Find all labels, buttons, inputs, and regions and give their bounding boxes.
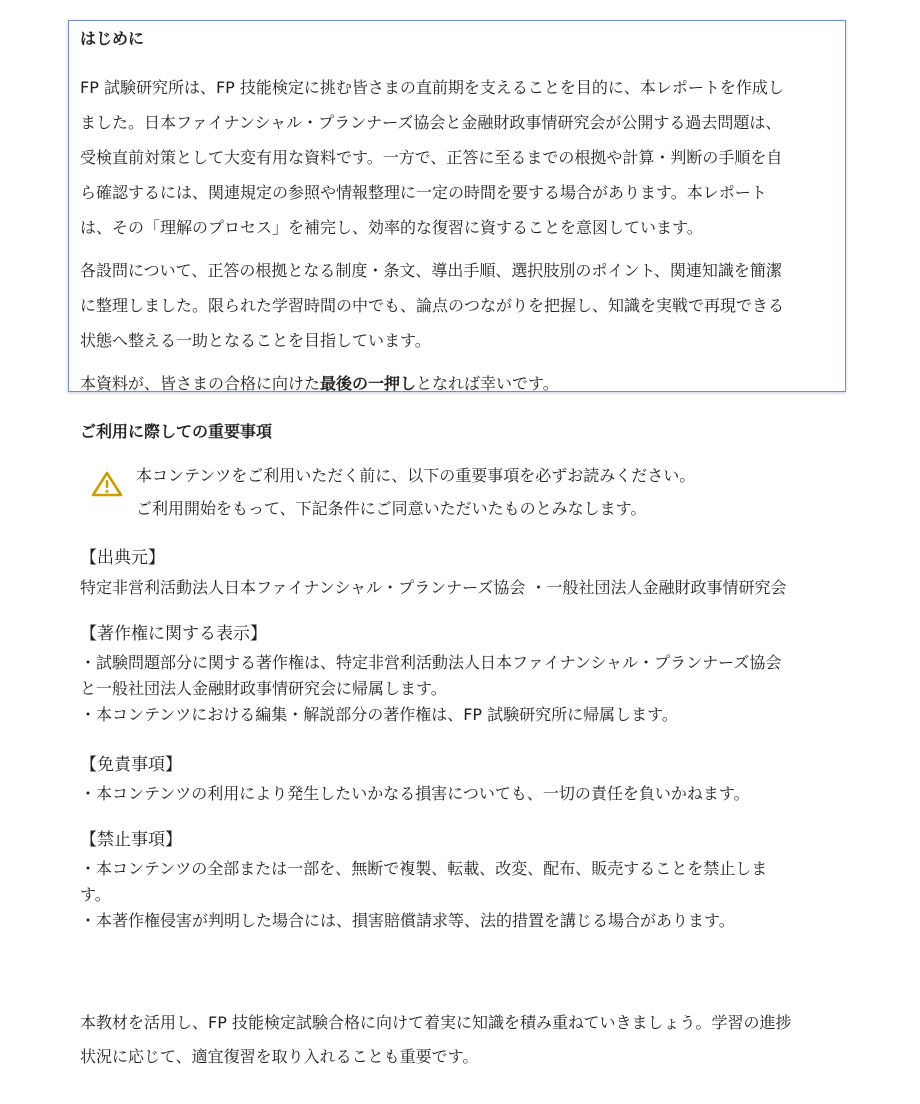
warning-text: ご利用開始をもって、下記条件にご同意いただいたものとみなします。 [136,499,647,518]
section-line: ・本コンテンツの全部または一部を、無断で複製、転載、改変、配布、販売することを禁止しま [80,859,768,878]
warning-triangle-icon [90,470,124,498]
section-line: ・本コンテンツにおける編集・解説部分の著作権は、FP 試験研究所に帰属します。 [80,705,678,724]
intro-para2-line: に整理しました。限られた学習時間の中でも、論点のつながりを把握し、知識を実戦で再現できる [80,296,785,315]
intro-para1-line: ら確認するには、関連規定の参照や情報整理に一定の時間を要する場合があります。本レポート [80,183,767,202]
intro-para1-line: 受検直前対策として大変有用な資料です。一方で、正答に至るまでの根拠や計算・判断の手順を自 [80,148,783,167]
closing-paragraph [80,1006,840,1074]
intro-box [68,20,846,392]
section-source [80,545,840,601]
intro-title: はじめに [80,29,145,48]
section-line: ・試験問題部分に関する著作権は、特定非営利活動法人日本ファイナンシャル・プランナーズ協会 [80,653,782,672]
section-line: す。 [80,885,111,904]
notice-title: ご利用に際しての重要事項 [80,422,273,441]
warning-text: 本コンテンツをご利用いただく前に、以下の重要事項を必ずお読みください。 [136,466,696,485]
intro-para3-emphasis: 最後の一押し [320,374,417,393]
section-line: 特定非営利活動法人日本ファイナンシャル・プランナーズ協会 ・一般社団法人金融財政事情研究会 [80,578,787,597]
section-line: と一般社団法人金融財政事情研究会に帰属します。 [80,679,447,698]
intro-paragraph-3 [80,366,835,401]
section-heading: 【禁止事項】 [80,830,182,850]
section-heading: 【出典元】 [80,548,165,568]
intro-para3-text: 本資料が、皆さまの合格に向けた [80,374,321,393]
intro-paragraph-2 [80,253,835,358]
intro-para1-line: は、その「理解のプロセス」を補完し、効率的な復習に資することを意図しています。 [80,218,703,237]
closing-line: 状況に応じて、適宜復習を取り入れることも重要です。 [80,1047,479,1066]
intro-paragraph-1 [80,70,835,245]
closing-line: 本教材を活用し、FP 技能検定試験合格に向けて着実に知識を積み重ねていきましょう。学習の進捗 [80,1013,792,1032]
section-prohibited [80,827,840,934]
section-copyright [80,621,840,728]
section-heading: 【著作権に関する表示】 [80,624,267,644]
intro-para2-line: 状態へ整える一助となることを目指しています。 [80,331,431,350]
intro-para1-line: ました。日本ファイナンシャル・プランナーズ協会と金融財政事情研究会が公開する過去問題は、 [80,113,782,132]
intro-para1-line: FP 試験研究所は、FP 技能検定に挑む皆さまの直前期を支えることを目的に、本レポートを作成し [80,78,784,97]
section-line: ・本著作権侵害が判明した場合には、損害賠償請求等、法的措置を講じる場合があります。 [80,911,735,930]
section-heading: 【免責事項】 [80,755,182,775]
intro-para3-text: となれば幸いです。 [416,374,559,393]
intro-para2-line: 各設問について、正答の根拠となる制度・条文、導出手順、選択肢別のポイント、関連知識を簡潔 [80,261,782,280]
section-disclaimer [80,752,840,807]
section-line: ・本コンテンツの利用により発生したいかなる損害についても、一切の責任を負いかねます。 [80,784,750,803]
